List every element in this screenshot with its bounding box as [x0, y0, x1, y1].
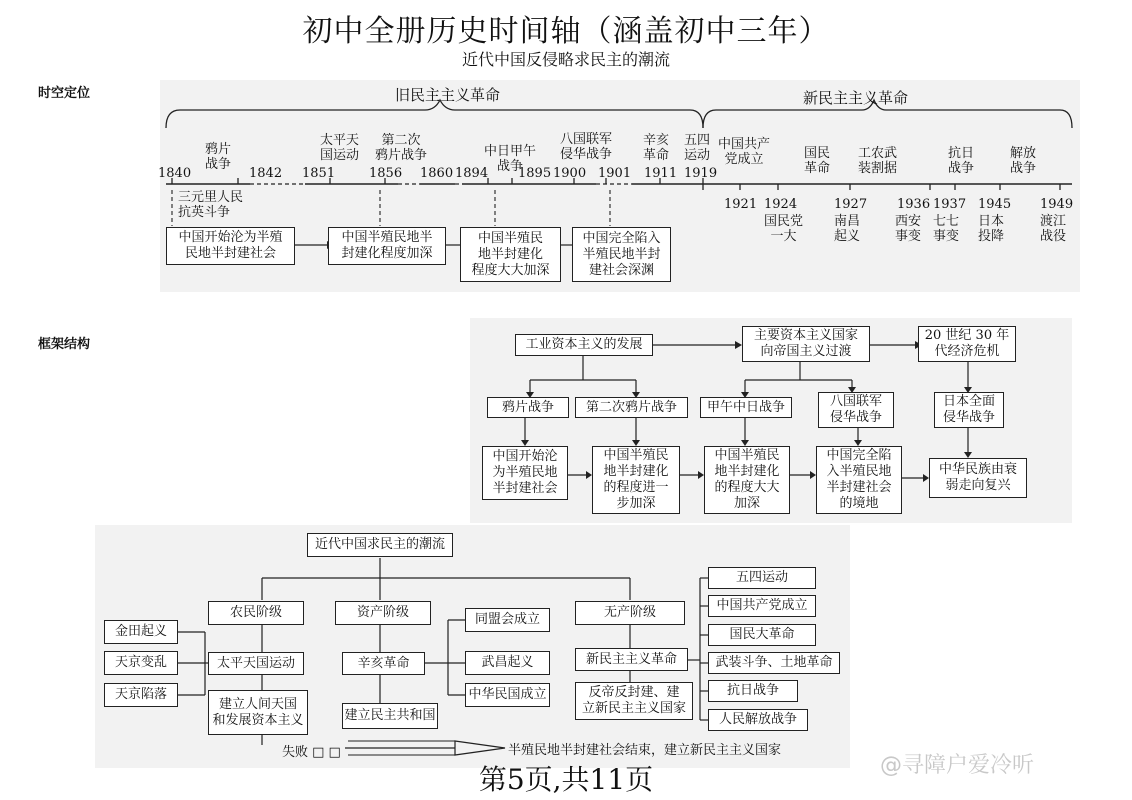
year-1937: 1937 — [933, 197, 967, 212]
event-nanchang: 南昌 起义 — [834, 214, 861, 244]
flow-proletariat-class: 无产阶级 — [575, 601, 685, 625]
flow-roc-founding: 中华民国成立 — [465, 683, 550, 707]
section-label-framework: 框架结构 — [38, 337, 91, 352]
event-anti-japanese-war: 抗日 战争 — [948, 146, 975, 176]
flow-tianjing-incident: 天京变乱 — [104, 651, 178, 675]
flow-bourgeois-class: 资产阶级 — [335, 601, 431, 625]
flow-may-fourth: 五四运动 — [708, 567, 816, 589]
event-sanyuanli: 三元里人民 抗英斗争 — [178, 190, 244, 220]
event-eight-nation: 八国联军 侵华战争 — [560, 132, 613, 162]
event-opium-war: 鸦片 战争 — [205, 142, 232, 172]
year-1901: 1901 — [598, 166, 632, 181]
flow-tongmenghui: 同盟会成立 — [465, 608, 550, 632]
year-1911: 1911 — [644, 166, 678, 181]
fw-result-5: 中华民族由衰 弱走向复兴 — [929, 458, 1027, 498]
event-xinhai: 辛亥 革命 — [643, 133, 670, 163]
flow-xinhai: 辛亥革命 — [342, 652, 425, 675]
fw-economic-crisis: 20 世纪 30 年 代经济危机 — [918, 326, 1016, 362]
event-second-opium-war: 第二次 鸦片战争 — [375, 133, 428, 163]
page-number: 第5页,共11页 — [478, 763, 654, 796]
flow-proletariat-goal: 反帝反封建、建 立新民主主义国家 — [575, 682, 693, 720]
fw-result-2: 中国半殖民 地半封建化 的程度进一 步加深 — [592, 446, 680, 514]
flow-root: 近代中国求民主的潮流 — [307, 533, 453, 557]
year-1945: 1945 — [978, 197, 1012, 212]
flow-tianjing-fall: 天京陷落 — [104, 683, 178, 707]
year-1924: 1924 — [764, 197, 798, 212]
era-new-label: 新民主主义革命 — [803, 89, 909, 107]
fw-opium-war: 鸦片战争 — [487, 397, 569, 418]
year-1927: 1927 — [834, 197, 868, 212]
event-yangtze-crossing: 渡江 战役 — [1040, 214, 1067, 244]
era-old-label: 旧民主主义革命 — [395, 86, 501, 104]
year-1921: 1921 — [724, 197, 758, 212]
flow-result-text: 半殖民地半封建社会结束，建立新民主主义国家 — [508, 743, 782, 758]
flow-wuchang: 武昌起义 — [465, 651, 550, 675]
page-subtitle: 近代中国反侵略求民主的潮流 — [461, 50, 670, 69]
year-1856: 1856 — [369, 166, 403, 181]
fw-japan-invasion: 日本全面 侵华战争 — [934, 392, 1004, 428]
event-may-fourth: 五四 运动 — [684, 133, 711, 163]
flow-ccp-founding: 中国共产党成立 — [708, 595, 816, 617]
flow-bourgeois-goal: 建立民主共和国 — [342, 703, 438, 729]
flow-peasant-goal: 建立人间天国 和发展资本主义 — [208, 690, 308, 735]
timeline-box-4: 中国完全陷入 半殖民地半封 建社会深渊 — [572, 227, 671, 282]
event-japan-surrender: 日本 投降 — [978, 214, 1005, 244]
watermark: @寻障户爱冷听 — [880, 753, 1035, 778]
event-kmt-congress: 国民党 一大 — [764, 214, 804, 244]
flow-liberation-war: 人民解放战争 — [708, 709, 808, 731]
timeline-box-2: 中国半殖民地半 封建化程度加深 — [328, 227, 446, 265]
flow-great-revolution: 国民大革命 — [708, 624, 816, 646]
year-1895: 1895 — [518, 166, 552, 181]
fw-imperialism-transition: 主要资本主义国家 向帝国主义过渡 — [742, 326, 870, 362]
flow-armed-struggle: 武装斗争、土地革命 — [708, 652, 840, 674]
timeline-box-1: 中国开始沦为半殖 民地半封建社会 — [166, 227, 295, 265]
flow-new-democratic: 新民主主义革命 — [575, 648, 688, 671]
year-1900: 1900 — [553, 166, 587, 181]
fw-result-4: 中国完全陷 入半殖民地 半封建社会 的境地 — [816, 446, 902, 514]
flow-fail-label: 失败 □ □ — [282, 745, 341, 760]
year-1840: 1840 — [158, 166, 192, 181]
flow-peasant-class: 农民阶级 — [208, 601, 304, 625]
flow-taiping: 太平天国运动 — [208, 652, 304, 675]
event-national-revolution: 国民 革命 — [804, 146, 831, 176]
fw-industrial-capitalism: 工业资本主义的发展 — [515, 334, 653, 356]
event-xian-incident: 西安 事变 — [895, 214, 922, 244]
flow-jintian: 金田起义 — [104, 620, 178, 644]
event-ccp-founding: 中国共产 党成立 — [718, 137, 771, 167]
year-1936: 1936 — [897, 197, 931, 212]
year-1949: 1949 — [1040, 197, 1074, 212]
timeline-box-3: 中国半殖民 地半封建化 程度大大加深 — [460, 227, 561, 282]
year-1919: 1919 — [684, 166, 718, 181]
fw-eight-nation: 八国联军 侵华战争 — [818, 392, 894, 428]
page-title: 初中全册历史时间轴（涵盖初中三年） — [302, 14, 830, 49]
event-taiping: 太平天 国运动 — [320, 133, 360, 163]
year-1842: 1842 — [249, 166, 283, 181]
year-1894: 1894 — [455, 166, 489, 181]
fw-sino-japanese-war: 甲午中日战争 — [700, 397, 792, 418]
year-1851: 1851 — [302, 166, 336, 181]
event-armed-separatism: 工农武 装割据 — [858, 146, 898, 176]
fw-result-1: 中国开始沦 为半殖民地 半封建社会 — [482, 446, 568, 500]
flow-anti-japanese: 抗日战争 — [708, 680, 798, 702]
fw-second-opium-war: 第二次鸦片战争 — [575, 397, 688, 418]
section-label-timeline: 时空定位 — [38, 86, 91, 101]
fw-result-3: 中国半殖民 地半封建化 的程度大大 加深 — [704, 446, 790, 514]
year-1860: 1860 — [420, 166, 454, 181]
event-liberation-war: 解放 战争 — [1010, 146, 1037, 176]
event-marco-polo: 七七 事变 — [933, 214, 960, 244]
event-sino-japanese-war: 中日甲午 战争 — [484, 144, 537, 174]
